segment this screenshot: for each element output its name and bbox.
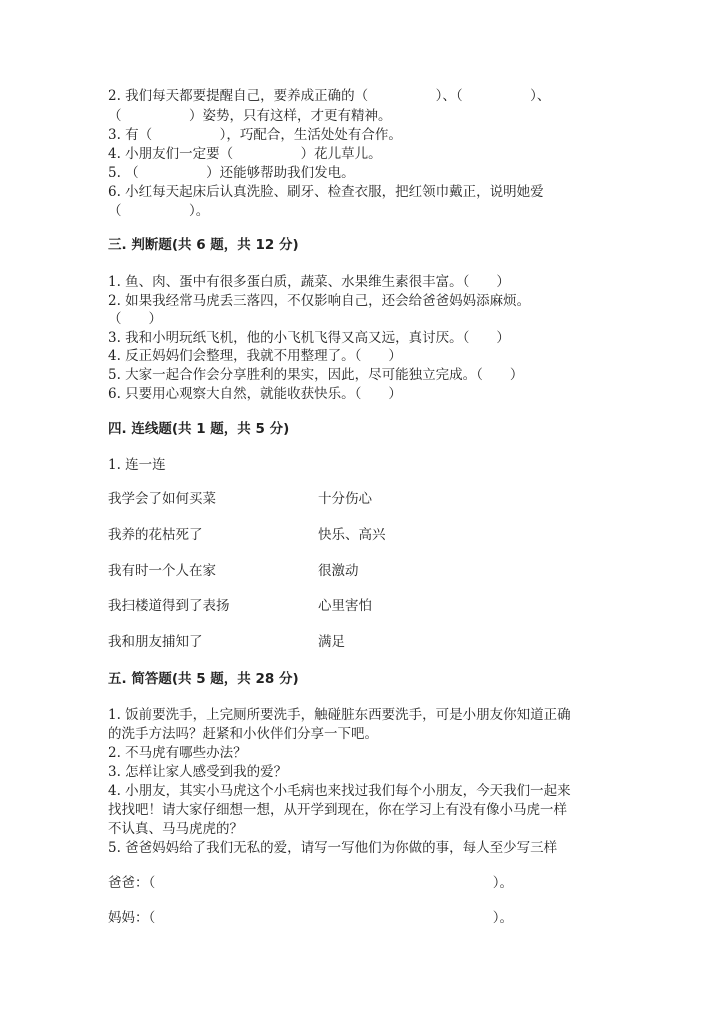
section-heading: 三. 判断题(共 6 题，共 12 分) (108, 237, 299, 253)
question-line: 2. 如果我经常马虎丢三落四，不仅影响自己，还会给爸爸妈妈添麻烦。 (108, 293, 531, 309)
match-left-item: 我和朋友捕知了 (108, 634, 203, 650)
question-line: 2. 不马虎有哪些办法？ (108, 745, 247, 761)
match-right-item: 十分伤心 (318, 491, 372, 507)
question-line: 4. 小朋友，其实小马虎这个小毛病也来找过我们每个小朋友，今天我们一起来 (108, 783, 571, 799)
match-left-item: 我扫楼道得到了表扬 (108, 598, 230, 614)
dad-answer-line: 爸爸：（ ）。 (108, 875, 513, 891)
question-line: 1. 饭前要洗手，上完厕所要洗手，触碰脏东西要洗手，可是小朋友你知道正确 (108, 707, 571, 723)
fill-blank-line: （ ）。 (108, 203, 210, 219)
fill-blank-line: 6. 小红每天起床后认真洗脸、刷牙、检查衣服，把红领巾戴正，说明她爱 (108, 184, 544, 200)
question-line: 的洗手方法吗？赶紧和小伙伴们分享一下吧。 (108, 726, 378, 742)
question-line: 3. 我和小明玩纸飞机，他的小飞机飞得又高又远，真讨厌。（ ） (108, 330, 510, 346)
question-line: 1. 鱼、肉、蛋中有很多蛋白质，蔬菜、水果维生素很丰富。（ ） (108, 274, 510, 290)
question-line: 1. 连一连 (108, 457, 166, 473)
match-left-item: 我学会了如何买菜 (108, 491, 216, 507)
mom-answer-line: 妈妈：（ ）。 (108, 910, 513, 926)
question-line: 5. 大家一起合作会分享胜利的果实，因此，尽可能独立完成。（ ） (108, 367, 524, 383)
fill-blank-line: 5. （ ）还能够帮助我们发电。 (108, 165, 355, 181)
fill-blank-line: 2. 我们每天都要提醒自己，要养成正确的（ ）、（ ）、 (108, 88, 551, 104)
question-line: 5. 爸爸妈妈给了我们无私的爱，请写一写他们为你做的事，每人至少写三样 (108, 840, 558, 856)
question-line: 找找吧！请大家仔细想一想，从开学到现在，你在学习上有没有像小马虎一样 (108, 802, 567, 818)
match-right-item: 心里害怕 (318, 598, 372, 614)
match-right-item: 快乐、高兴 (318, 527, 386, 543)
match-left-item: 我养的花枯死了 (108, 527, 203, 543)
question-line: 4. 反正妈妈们会整理，我就不用整理了。（ ） (108, 348, 402, 364)
fill-blank-line: 3. 有（ ），巧配合，生活处处有合作。 (108, 127, 402, 143)
question-line: 不认真、马马虎虎的？ (108, 821, 243, 837)
fill-blank-line: 4. 小朋友们一定要（ ）花儿草儿。 (108, 146, 382, 162)
match-right-item: 满足 (318, 634, 345, 650)
fill-blank-line: （ ）姿势，只有这样，才更有精神。 (108, 108, 392, 124)
question-line: 6. 只要用心观察大自然，就能收获快乐。（ ） (108, 386, 402, 402)
match-left-item: 我有时一个人在家 (108, 563, 216, 579)
question-line: （ ） (108, 311, 162, 327)
section-heading: 四. 连线题(共 1 题，共 5 分) (108, 421, 290, 437)
question-line: 3. 怎样让家人感受到我的爱？ (108, 764, 288, 780)
match-right-item: 很激动 (318, 563, 359, 579)
section-heading: 五. 简答题(共 5 题，共 28 分) (108, 671, 299, 687)
